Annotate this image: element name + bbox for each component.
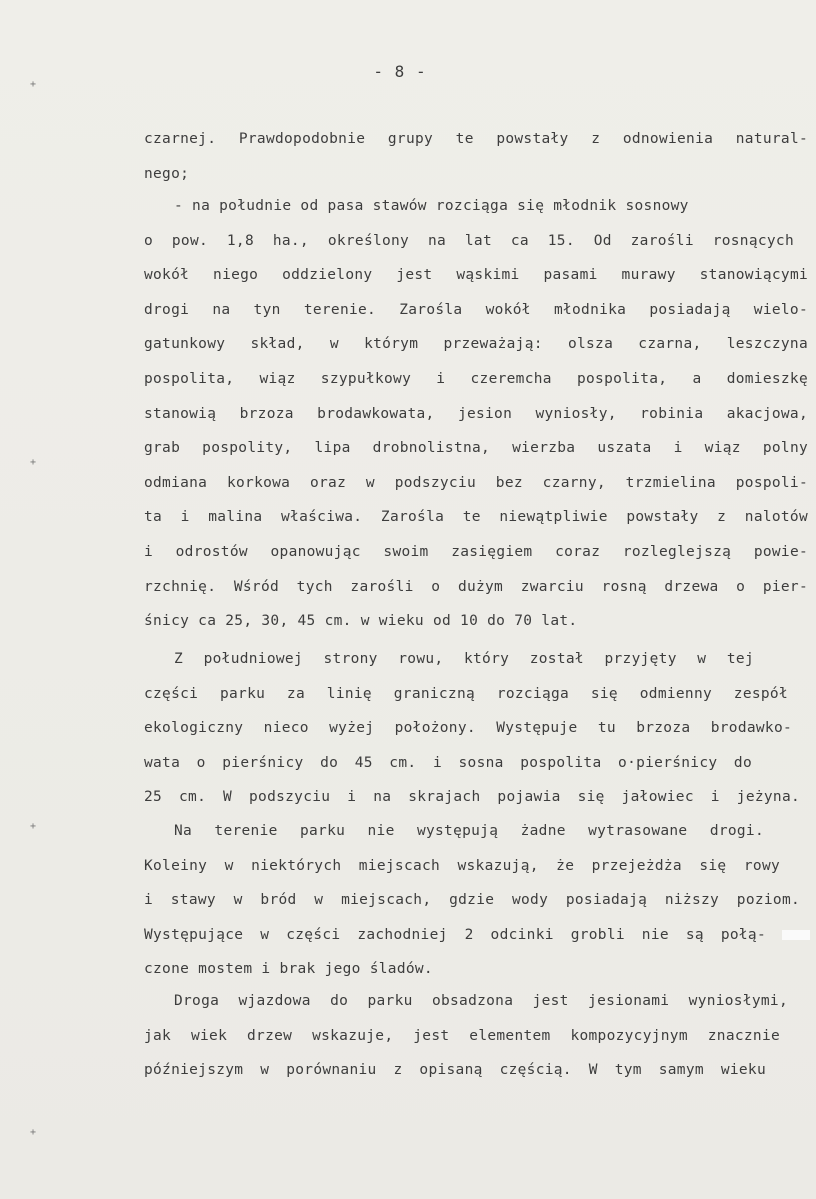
text-line: grab pospolity, lipa drobnolistna, wierzba uszata i wiąz polny [144, 440, 808, 457]
text-line: czone mostem i brak jego śladów. [144, 961, 433, 978]
text-line: Na terenie parku nie występują żadne wytrasowane drogi. [174, 823, 764, 839]
page-number: - 8 - [373, 62, 427, 81]
text-line: i stawy w bród w miejscach, gdzie wody posiadają niższy poziom. [144, 892, 800, 909]
punch-hole-mark: + [30, 79, 37, 90]
text-line: wokół niego oddzielony jest wąskimi pasami murawy stanowiącymi [144, 267, 808, 284]
punch-hole-mark: + [30, 457, 37, 468]
paragraph-2 [144, 189, 808, 639]
punch-hole-mark: + [30, 821, 37, 832]
paragraph-1 [144, 122, 808, 191]
punch-hole-mark: + [30, 1127, 37, 1138]
text-line: Występujące w części zachodniej 2 odcinki grobli nie są połą- [144, 926, 766, 943]
paragraph-3 [144, 642, 808, 815]
text-line: stanowią brzoza brodawkowata, jesion wyniosły, robinia akacjowa, [144, 405, 808, 422]
text-line: późniejszym w porównaniu z opisaną częścią. W tym samym wieku [144, 1062, 766, 1079]
text-line: i odrostów opanowując swoim zasięgiem coraz rozleglejszą powie- [144, 543, 808, 560]
text-line: odmiana korkowa oraz w podszyciu bez czarny, trzmielina pospoli- [144, 474, 808, 491]
paragraph-5 [144, 984, 808, 1088]
text-line: ta i malina właściwa. Zarośla te niewątpliwie powstały z nalotów [144, 509, 808, 526]
text-line: Droga wjazdowa do parku obsadzona jest jesionami wyniosłymi, [174, 993, 788, 1009]
text-line: nego; [144, 165, 190, 182]
paragraph-4 [144, 814, 808, 987]
text-line: pospolita, wiąz szypułkowy i czeremcha pospolita, a domieszkę [144, 370, 808, 387]
text-line: - na południe od pasa stawów rozciąga się młodnik sosnowy [174, 198, 689, 214]
text-line: Koleiny w niektórych miejscach wskazują, że przejeżdża się rowy [144, 857, 780, 874]
text-line: drogi na tyn terenie. Zarośla wokół młodnika posiadają wielo- [144, 301, 808, 318]
text-line: Z południowej strony rowu, który został przyjęty w tej [174, 651, 754, 667]
text-line: gatunkowy skład, w którym przeważają: olsza czarna, leszczyna [144, 336, 808, 353]
text-line: o pow. 1,8 ha., określony na lat ca 15. Od zarośli rosnących [144, 232, 794, 249]
text-line: części parku za linię graniczną rozciąga się odmienny zespół [144, 685, 788, 702]
text-line: jak wiek drzew wskazuje, jest elementem kompozycyjnym znacznie [144, 1027, 780, 1044]
text-line: rzchnię. Wśród tych zarośli o dużym zwarciu rosną drzewa o pier- [144, 578, 808, 595]
text-line: śnicy ca 25, 30, 45 cm. w wieku od 10 do 70 lat. [144, 613, 578, 630]
text-line: ekologiczny nieco wyżej położony. Występuje tu brzoza brodawko- [144, 720, 792, 737]
text-line: 25 cm. W podszyciu i na skrajach pojawia się jałowiec i jeżyna. [144, 789, 800, 806]
text-line: czarnej. Prawdopodobnie grupy te powstały z odnowienia natural- [144, 131, 808, 147]
text-line: wata o pierśnicy do 45 cm. i sosna pospolita o·pierśnicy do [144, 754, 752, 771]
